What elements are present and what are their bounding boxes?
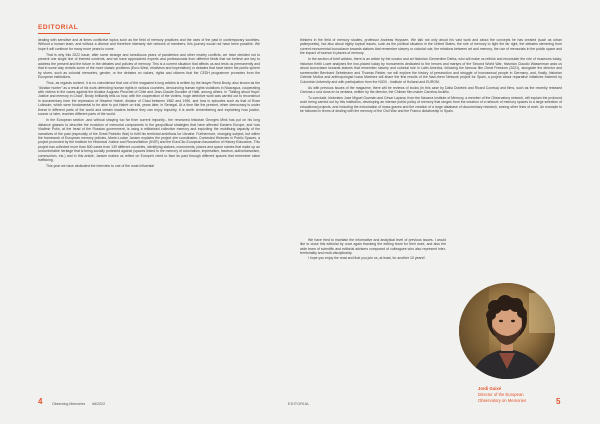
issue-number: #6/2022 <box>92 402 106 406</box>
paragraph: thinkers in the field of memory studies, professor Andreas Huyssen. We talk not only about his vast work and about the concepts he has created (such as urban palimpsests), but also about highly topical issues, such as the political situation in the United States, the role of memory to fight the far right, the debates stemming from current monumental iconoclasm towards statues that remember slavery or colonial rule, the relations between art and memory, the use of memorials in the public space and the impact of tourism in places of memory. <box>300 38 562 56</box>
author-name: Jordi Guixé <box>478 386 502 391</box>
paragraph: I hope you enjoy the read and that you join us, at least, for another 10 years!! <box>308 255 426 260</box>
section-title: EDITORIAL <box>38 24 79 31</box>
paragraph: To conclude, historians Jose Miguel Guzmán and César Layana, from the Navarra Institute of Memory, a member of the Observatory network, will explain the profound work being carried out by this institution, developing an intense public policy of memory that ranges from the creation of a network of memory spaces to a large selection of educational projects, and including the exhumation of mass graves and the creation of a large database of documentary research, among other lines of work. An example to be followed in terms of dealing with the memory of the Civil War and the Franco dictatorship in Spain. <box>300 95 562 114</box>
paragraph: Thus, as regards content, it is no coincidence that one of the magazine's long articles is written by the lawyer Reed Brody, also known as the "dictator hunter" as a result of his work defending human rights in various countries, denouncing human rights violations in Nicaragua, cooperating with victims in the cases against the dictator Augusto Pinochet of Chile and Jean-Claude Duvalier of Haiti, among others. In "Talking about Hope: Justice and memory in Chad", Brody brilliantly tells us how, with the cooperation of the victims, huge detective work was carried out to reconstruct in documentary form the repression of Hissène Habré, dictator of Chad between 1982 and 1990, and how in episodes such as that of Rose Lokissim, which were fundamental to be able to put Habré on trial, years later, in Senegal. At a time like the present, when democracy is under threat in different parts of the world and certain leaders believe they can enjoy impunity, it is worth remembering and explaining how justice, sooner or later, reaches different parts of the world. <box>38 81 260 117</box>
author-role: Director of the European <box>478 392 524 397</box>
author-photo <box>459 283 555 379</box>
author-caption <box>478 386 526 404</box>
page-number-right: 5 <box>556 397 561 406</box>
paragraph: As with previous issues of the magazine, there will be reviews of books (in this case by Dalia Dubelek and Ricard Conesa) and films, such as the recently released Cenizas o una dona en la ventana, written by the director, the Chilean film-maker Carolina Acutillo. <box>300 85 562 94</box>
closing-column <box>300 238 446 298</box>
page-number-left: 4 <box>38 397 43 406</box>
right-column <box>300 38 562 236</box>
paragraph: In the section of brief articles, there is an article by the curator and art historian Clementine Deliss, who will make us rethink and reconsider the role of museums today; historian Keith Lowe analyses the iron-placed today by monuments dedicated to the heroes and martyrs of the Second World War; historian Claudio Wasserman asks us about iconoclasm towards statues that remember slavery and colonial rule in Latin America, following the famous film Great Freedom (2021), alongside the director and screenwriter Bernhard Sebelmann and Thomas Reider, we will explore the history of persecution and struggle of homosexual people in Germany, and, finally, historian Celeste Muñoz and anthropologist Ivana Martinez will share the first results of the Nazi-Ibero Network project for Spain, a project about reparative initiatives fostered by Columbia University and with participation from the NIOD - Institute of Holland and EUROM. <box>300 57 562 84</box>
paragraph: In the European section -and without straying too far from current impunity-, the renowned historian Georges Mink has put on his long distance glasses to describe the evolution of memorial components in the geopolitical strategies that have affected Eastern Europe, and how Vladimir Putin, at the head of the Russian government, is using a militarised collective memory and exploiting the mobilising capacity of the narratives of the past (especially of the Great Patriotic War) to fulfil his territorial ambitions for Ukraine. Furthermore, changing subject, but within the framework of European memory policies, Marie-Louise Jansen explains the project she coordinates, Contested Histories in Public Spaces, a project promoted by the Institute for Historical Justice and Reconciliation (IHJR) and the EuroClio-European Association of History Educators. This project has collected more than 500 cases from 139 different countries, identifying statues, monuments, places and space names that make up an uncomfortable heritage that is being socially protested against (spaces linked to the memory of colonialism, imperialism, fascism, authoritarianism, communism, etc.) and in this article, Jansen makes us reflect on Europe's need to face its past through different spaces that remember slave trafficking. <box>38 118 260 163</box>
section-rule <box>38 33 110 34</box>
journal-name <box>52 402 105 406</box>
author-portrait-icon <box>459 283 555 379</box>
paragraph: dealing with sensitive and at times conflictive topics such as the field of memory practices and the uses of the past in contemporary societies. Without a human team, and without a diverse and therefore intensely rich network of members, this journey would not have been possible. We hope it will continue for many more years to come. <box>38 38 260 51</box>
footer-section-label: EDITORIAL <box>288 402 310 406</box>
paragraph: That is why this 2022 issue, after some strange and tumultuous years of pandemics and other nearby conflicts, we have decided not to present one single line of themed contents, and we have approached experts and professionals from different fields that we believe are key to address the present and the future in the debates and policies of memory. This is a current situation that affects us and tests us permanently and that in some way revisits some of the more classic problems (Euro-West, relativism and imperialism) or debates that have taken the public sphere by storm, such as colonial memories, gender, or the debates on values, rights and citizens that the CEDH programme promotes from the European institutions. <box>38 52 260 80</box>
paragraph: This year we have dedicated the interview to one of the most influential <box>46 164 154 169</box>
paragraph: We have tried to maintain the informative and analytical level of previous issues. I would like to close this editorial by once again thanking the editing team for their work, and also the wide team of scientific and editorial advisers composed of colleagues who also represent inter-territoriality and multi-disciplinarity. <box>300 238 446 256</box>
left-column <box>38 38 260 382</box>
author-role: Observatory on Memories <box>478 398 527 403</box>
journal-title: Observing Memories <box>52 402 86 406</box>
